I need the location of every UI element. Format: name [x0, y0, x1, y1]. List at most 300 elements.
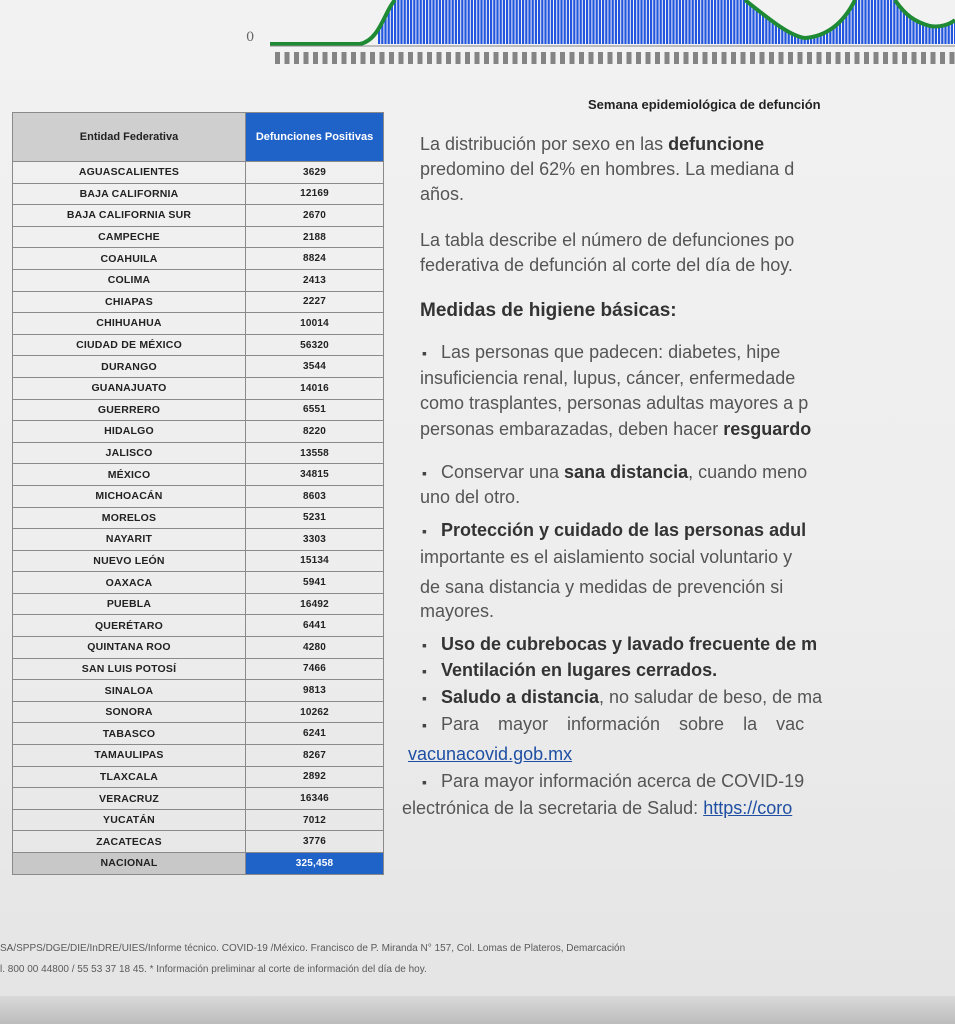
- state-name-cell: NAYARIT: [13, 529, 246, 551]
- text-span: personas embarazadas, deben hacer: [420, 419, 724, 439]
- chart-graphic: [0, 0, 955, 95]
- chart-bar: [717, 0, 719, 44]
- chart-tick-mark: [560, 52, 565, 64]
- chart-bar: [458, 0, 460, 44]
- chart-tick-mark: [285, 52, 290, 64]
- chart-bar: [730, 0, 732, 44]
- chart-bar: [474, 0, 476, 44]
- chart-bar: [733, 0, 735, 44]
- chart-tick-mark: [712, 52, 717, 64]
- deaths-cell: 8267: [246, 745, 384, 767]
- bullet-risk-groups-line4: [420, 417, 811, 442]
- chart-bar: [480, 0, 482, 44]
- chart-bar: [650, 0, 652, 44]
- chart-bar: [544, 0, 546, 44]
- coronavirus-link[interactable]: https://coro: [703, 798, 793, 818]
- chart-tick-mark: [304, 52, 309, 64]
- chart-bar: [538, 0, 540, 44]
- chart-tick-mark: [617, 52, 622, 64]
- chart-tick-mark: [893, 52, 898, 64]
- chart-bar: [868, 0, 870, 44]
- chart-bar: [532, 0, 534, 44]
- bullet-distance-line1: [422, 460, 807, 486]
- table-row: [13, 550, 384, 572]
- deaths-by-state-table: [12, 112, 384, 875]
- chart-tick-mark: [437, 52, 442, 64]
- state-name-cell: TABASCO: [13, 723, 246, 745]
- chart-bar: [612, 0, 614, 44]
- chart-bar: [864, 0, 866, 44]
- chart-tick-mark: [313, 52, 318, 64]
- chart-tick-mark: [703, 52, 708, 64]
- table-row: [13, 658, 384, 680]
- table-row: [13, 766, 384, 788]
- chart-bar: [874, 0, 876, 44]
- state-name-cell: QUINTANA ROO: [13, 637, 246, 659]
- table-row: [13, 507, 384, 529]
- chart-bar: [858, 0, 860, 44]
- chart-tick-mark: [855, 52, 860, 64]
- chart-tick-mark: [902, 52, 907, 64]
- chart-tick-mark: [646, 52, 651, 64]
- chart-bar: [400, 0, 402, 44]
- chart-bar: [596, 0, 598, 44]
- deaths-cell: 6241: [246, 723, 384, 745]
- chart-tick-mark: [779, 52, 784, 64]
- chart-bar: [740, 0, 742, 44]
- state-name-cell: CAMPECHE: [13, 226, 246, 248]
- chart-tick-mark: [475, 52, 480, 64]
- deaths-cell: 3776: [246, 831, 384, 853]
- deaths-cell: 13558: [246, 442, 384, 464]
- chart-bar: [880, 0, 882, 44]
- table-total-row: [13, 853, 384, 875]
- chart-bar: [669, 0, 671, 44]
- state-name-cell: SONORA: [13, 701, 246, 723]
- deaths-cell: 9813: [246, 680, 384, 702]
- chart-bar: [394, 0, 396, 44]
- chart-tick-mark: [532, 52, 537, 64]
- bullet-greeting: [422, 685, 822, 711]
- chart-bar: [615, 0, 617, 44]
- chart-tick-mark: [874, 52, 879, 64]
- chart-tick-mark: [446, 52, 451, 64]
- table-body: [13, 162, 384, 875]
- chart-tick-mark: [931, 52, 936, 64]
- chart-bar: [855, 0, 857, 44]
- chart-bar: [653, 0, 655, 44]
- bold-text: Saludo a distancia: [440, 687, 600, 707]
- deaths-cell: 6441: [246, 615, 384, 637]
- chart-bar: [727, 0, 729, 44]
- chart-bar: [426, 0, 428, 44]
- state-name-cell: CIUDAD DE MÉXICO: [13, 334, 246, 356]
- chart-bar: [557, 0, 559, 44]
- paragraph-sex-distribution-line2: predomino del 62% en hombres. La mediana d: [420, 159, 795, 179]
- table-row: [13, 291, 384, 313]
- chart-bar: [887, 0, 889, 44]
- chart-tick-mark: [684, 52, 689, 64]
- chart-bar: [436, 0, 438, 44]
- table-row: [13, 701, 384, 723]
- chart-tick-mark: [484, 52, 489, 64]
- deaths-cell: 7466: [246, 658, 384, 680]
- state-name-cell: CHIHUAHUA: [13, 313, 246, 335]
- state-name-cell: AGUASCALIENTES: [13, 162, 246, 184]
- chart-bar: [692, 0, 694, 44]
- chart-bar: [871, 0, 873, 44]
- chart-bar: [407, 0, 409, 44]
- state-name-cell: GUERRERO: [13, 399, 246, 421]
- chart-bar: [432, 0, 434, 44]
- chart-bar: [586, 0, 588, 44]
- chart-tick-mark: [674, 52, 679, 64]
- chart-bar: [877, 0, 879, 44]
- deaths-cell: 7012: [246, 809, 384, 831]
- chart-bar: [660, 0, 662, 44]
- chart-bar: [439, 0, 441, 44]
- chart-bar: [404, 0, 406, 44]
- vaccine-link[interactable]: vacunacovid.gob.mx: [408, 744, 573, 764]
- deaths-cell: 2227: [246, 291, 384, 313]
- chart-bar: [423, 0, 425, 44]
- chart-bar: [519, 0, 521, 44]
- state-name-cell: JALISCO: [13, 442, 246, 464]
- bullet-masks: ▪ Uso de cubrebocas y lavado frecuente de m: [422, 632, 817, 658]
- chart-bar: [583, 0, 585, 44]
- chart-bar: [890, 0, 892, 44]
- chart-bar: [711, 0, 713, 44]
- deaths-cell: 2892: [246, 766, 384, 788]
- chart-tick-mark: [332, 52, 337, 64]
- chart-bar: [564, 0, 566, 44]
- text-span: , cuando meno: [688, 462, 808, 482]
- deaths-cell: 2188: [246, 226, 384, 248]
- chart-bar: [461, 0, 463, 44]
- bullet-risk-groups-line1: ▪ Las personas que padecen: diabetes, hipe: [422, 340, 780, 366]
- table-row: [13, 529, 384, 551]
- chart-bar: [685, 0, 687, 44]
- table-row: [13, 745, 384, 767]
- chart-tick-mark: [494, 52, 499, 64]
- chart-tick-mark: [722, 52, 727, 64]
- chart-tick-mark: [342, 52, 347, 64]
- table-row: [13, 356, 384, 378]
- table-row: [13, 313, 384, 335]
- table-row: [13, 205, 384, 227]
- text-span: , no saludar de beso, de ma: [599, 687, 823, 707]
- total-deaths-cell: 325,458: [246, 853, 384, 875]
- table-row: [13, 723, 384, 745]
- x-axis-label: Semana epidemiológica de defunción: [588, 97, 821, 112]
- bullet-vaccine-info: ▪ Para mayor información sobre la vac: [422, 712, 804, 738]
- deaths-cell: 10014: [246, 313, 384, 335]
- chart-tick-mark: [665, 52, 670, 64]
- chart-bar: [708, 0, 710, 44]
- chart-tick-mark: [807, 52, 812, 64]
- chart-bar: [861, 0, 863, 44]
- state-name-cell: SAN LUIS POTOSÍ: [13, 658, 246, 680]
- bullet-elderly-line3: de sana distancia y medidas de prevención si: [420, 577, 784, 597]
- chart-tick-mark: [826, 52, 831, 64]
- table-row: [13, 334, 384, 356]
- deaths-cell: 10262: [246, 701, 384, 723]
- chart-tick-mark: [883, 52, 888, 64]
- bullet-elderly-line2: importante es el aislamiento social voluntario y: [420, 547, 793, 567]
- table-row: [13, 615, 384, 637]
- state-name-cell: BAJA CALIFORNIA SUR: [13, 205, 246, 227]
- table-row: [13, 637, 384, 659]
- chart-tick-mark: [836, 52, 841, 64]
- chart-tick-mark: [408, 52, 413, 64]
- chart-tick-mark: [370, 52, 375, 64]
- chart-bar: [516, 0, 518, 44]
- chart-bar: [656, 0, 658, 44]
- chart-bar: [512, 0, 514, 44]
- chart-bar: [746, 0, 748, 44]
- deaths-cell: 4280: [246, 637, 384, 659]
- chart-bar: [605, 0, 607, 44]
- chart-tick-mark: [275, 52, 280, 64]
- section-heading-hygiene: Medidas de higiene básicas:: [420, 300, 677, 321]
- state-name-cell: MICHOACÁN: [13, 485, 246, 507]
- state-name-cell: GUANAJUATO: [13, 377, 246, 399]
- chart-bar: [695, 0, 697, 44]
- deaths-cell: 14016: [246, 377, 384, 399]
- state-name-cell: CHIAPAS: [13, 291, 246, 313]
- bold-text: sana distancia: [564, 462, 689, 482]
- chart-bar: [464, 0, 466, 44]
- bullet-risk-groups-line2: insuficiencia renal, lupus, cáncer, enfermedade: [420, 368, 796, 388]
- chart-tick-mark: [541, 52, 546, 64]
- state-name-cell: BAJA CALIFORNIA: [13, 183, 246, 205]
- chart-bar: [410, 0, 412, 44]
- state-name-cell: TLAXCALA: [13, 766, 246, 788]
- state-name-cell: COLIMA: [13, 269, 246, 291]
- footer-line2: l. 800 00 44800 / 55 53 37 18 45. * Información preliminar al corte de información del día de hoy.: [0, 964, 427, 975]
- chart-tick-mark: [389, 52, 394, 64]
- chart-bar: [448, 0, 450, 44]
- deaths-cell: 8220: [246, 421, 384, 443]
- chart-bar: [541, 0, 543, 44]
- chart-background-mask: [270, 0, 395, 44]
- table-row: [13, 162, 384, 184]
- chart-bar: [647, 0, 649, 44]
- chart-bar: [640, 0, 642, 44]
- chart-tick-mark: [693, 52, 698, 64]
- chart-bar: [506, 0, 508, 44]
- chart-tick-mark: [570, 52, 575, 64]
- chart-bar: [884, 0, 886, 44]
- bullet-ventilation: ▪ Ventilación en lugares cerrados.: [422, 658, 717, 684]
- chart-bar: [720, 0, 722, 44]
- deaths-cell: 34815: [246, 464, 384, 486]
- chart-tick-mark: [608, 52, 613, 64]
- text-span: Conservar una: [440, 462, 565, 482]
- chart-bar: [455, 0, 457, 44]
- chart-bar: [672, 0, 674, 44]
- chart-bar: [490, 0, 492, 44]
- chart-bar: [592, 0, 594, 44]
- deaths-cell: 12169: [246, 183, 384, 205]
- deaths-cell: 3629: [246, 162, 384, 184]
- chart-bar: [484, 0, 486, 44]
- deaths-cell: 56320: [246, 334, 384, 356]
- chart-bar: [509, 0, 511, 44]
- bullet-distance-line2: uno del otro.: [420, 487, 521, 507]
- chart-tick-mark: [503, 52, 508, 64]
- table-row: [13, 442, 384, 464]
- table-row: [13, 680, 384, 702]
- chart-bar: [624, 0, 626, 44]
- chart-bar: [589, 0, 591, 44]
- chart-bar: [567, 0, 569, 44]
- chart-tick-mark: [950, 52, 955, 64]
- state-name-cell: COAHUILA: [13, 248, 246, 270]
- table-row: [13, 248, 384, 270]
- text-span: electrónica de la secretaria de Salud:: [402, 798, 704, 818]
- paragraph-table-desc-line2: federativa de defunción al corte del día de hoy.: [420, 255, 793, 275]
- state-name-cell: MORELOS: [13, 507, 246, 529]
- chart-bar: [631, 0, 633, 44]
- chart-bar: [573, 0, 575, 44]
- chart-tick-mark: [551, 52, 556, 64]
- total-label-cell: NACIONAL: [13, 853, 246, 875]
- chart-bar: [679, 0, 681, 44]
- chart-bar: [535, 0, 537, 44]
- paragraph-sex-distribution-line3: años.: [420, 184, 465, 204]
- chart-bar: [698, 0, 700, 44]
- chart-bar: [560, 0, 562, 44]
- chart-bar: [570, 0, 572, 44]
- chart-tick-mark: [750, 52, 755, 64]
- state-name-cell: PUEBLA: [13, 593, 246, 615]
- chart-bar: [477, 0, 479, 44]
- chart-tick-mark: [912, 52, 917, 64]
- chart-bar: [676, 0, 678, 44]
- deaths-cell: 3303: [246, 529, 384, 551]
- chart-bar: [445, 0, 447, 44]
- chart-bar: [599, 0, 601, 44]
- deaths-cell: 16346: [246, 788, 384, 810]
- chart-bar: [442, 0, 444, 44]
- chart-background-mask: [745, 0, 855, 38]
- chart-bar: [576, 0, 578, 44]
- bullet-covid-info-line1: ▪ Para mayor información acerca de COVID-19: [422, 769, 804, 795]
- state-name-cell: MÉXICO: [13, 464, 246, 486]
- chart-bar: [724, 0, 726, 44]
- bullet-elderly-line4: mayores.: [420, 601, 495, 621]
- chart-bar: [522, 0, 524, 44]
- table-row: [13, 464, 384, 486]
- chart-bar: [704, 0, 706, 44]
- chart-bar: [608, 0, 610, 44]
- chart-tick-mark: [864, 52, 869, 64]
- deaths-cell: 2413: [246, 269, 384, 291]
- chart-bar: [548, 0, 550, 44]
- chart-tick-mark: [940, 52, 945, 64]
- chart-bar: [634, 0, 636, 44]
- chart-bar: [528, 0, 530, 44]
- bold-text: resguardo: [723, 419, 812, 439]
- chart-bar: [554, 0, 556, 44]
- bold-text: defuncione: [668, 134, 765, 154]
- chart-bar: [429, 0, 431, 44]
- chart-tick-mark: [323, 52, 328, 64]
- bullet-covid-info-line2: [402, 796, 792, 821]
- chart-bar: [551, 0, 553, 44]
- deaths-cell: 2670: [246, 205, 384, 227]
- column-header-state: Entidad Federativa: [13, 113, 246, 162]
- chart-tick-mark: [769, 52, 774, 64]
- chart-tick-mark: [655, 52, 660, 64]
- chart-bar: [621, 0, 623, 44]
- column-header-deaths: Defunciones Positivas: [246, 113, 384, 162]
- deaths-cell: 5231: [246, 507, 384, 529]
- chart-tick-mark: [294, 52, 299, 64]
- paragraph-table-desc-line1: La tabla describe el número de defunciones po: [420, 230, 795, 250]
- chart-tick-mark: [399, 52, 404, 64]
- footer: [0, 938, 955, 980]
- table-row: [13, 831, 384, 853]
- deaths-cell: 6551: [246, 399, 384, 421]
- table-row: [13, 593, 384, 615]
- state-name-cell: QUERÉTARO: [13, 615, 246, 637]
- chart-tick-mark: [817, 52, 822, 64]
- chart-bar: [580, 0, 582, 44]
- bullet-risk-groups-line3: como trasplantes, personas adultas mayores a p: [420, 393, 809, 413]
- state-name-cell: OAXACA: [13, 572, 246, 594]
- table-row: [13, 399, 384, 421]
- chart-bar: [714, 0, 716, 44]
- chart-bar: [487, 0, 489, 44]
- state-name-cell: VERACRUZ: [13, 788, 246, 810]
- chart-tick-mark: [627, 52, 632, 64]
- chart-bar: [701, 0, 703, 44]
- table-row: [13, 421, 384, 443]
- chart-tick-mark: [636, 52, 641, 64]
- table-row: [13, 485, 384, 507]
- chart-bar: [893, 0, 895, 44]
- chart-bar: [628, 0, 630, 44]
- state-name-cell: ZACATECAS: [13, 831, 246, 853]
- table-row: [13, 809, 384, 831]
- state-name-cell: DURANGO: [13, 356, 246, 378]
- state-name-cell: HIDALGO: [13, 421, 246, 443]
- chart-tick-mark: [760, 52, 765, 64]
- chart-bar: [416, 0, 418, 44]
- chart-tick-mark: [465, 52, 470, 64]
- chart-bar: [682, 0, 684, 44]
- chart-tick-mark: [351, 52, 356, 64]
- deaths-cell: 16492: [246, 593, 384, 615]
- state-name-cell: NUEVO LEÓN: [13, 550, 246, 572]
- chart-tick-mark: [731, 52, 736, 64]
- chart-bar: [666, 0, 668, 44]
- deaths-cell: 5941: [246, 572, 384, 594]
- chart-tick-mark: [418, 52, 423, 64]
- chart-bar: [637, 0, 639, 44]
- chart-tick-mark: [921, 52, 926, 64]
- chart-bar: [525, 0, 527, 44]
- table-row: [13, 183, 384, 205]
- chart-tick-mark: [380, 52, 385, 64]
- chart-bar: [736, 0, 738, 44]
- table-row: [13, 572, 384, 594]
- y-axis-zero-label: 0: [246, 30, 255, 45]
- chart-bar: [397, 0, 399, 44]
- deaths-cell: 8603: [246, 485, 384, 507]
